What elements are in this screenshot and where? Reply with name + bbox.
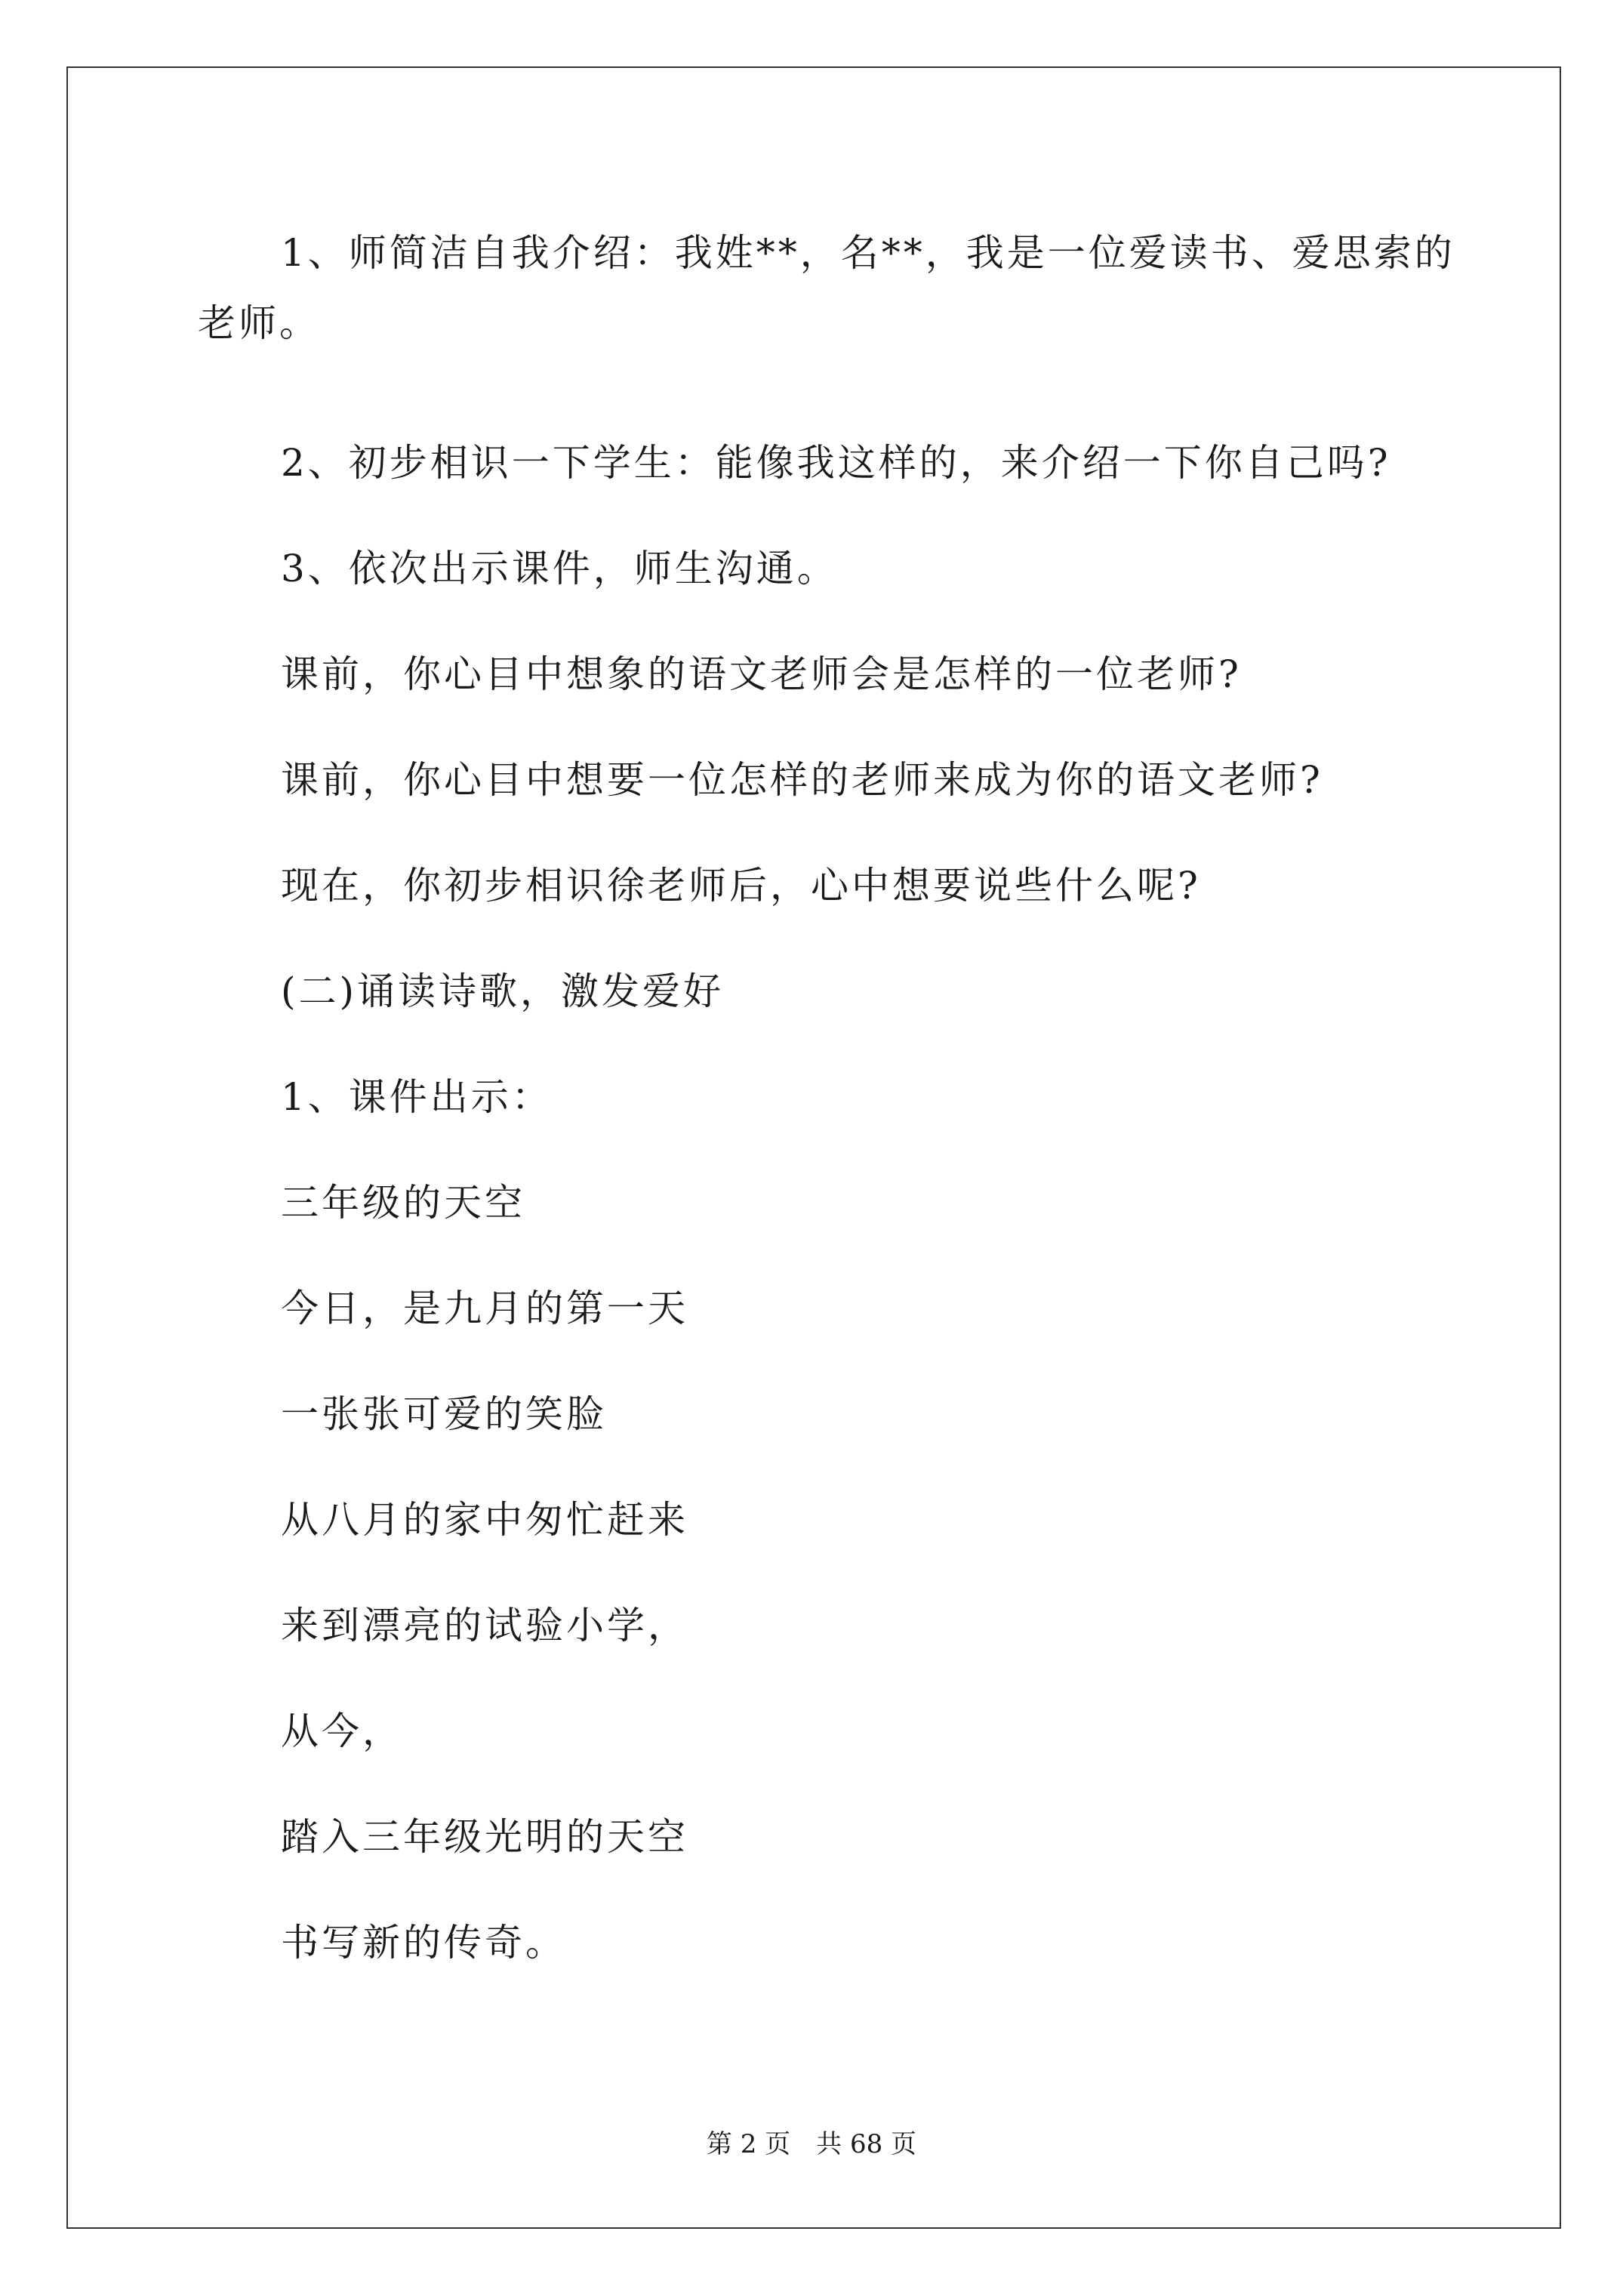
poem-line: 一张张可爱的笑脸 [281, 1392, 607, 1436]
paragraph-self-intro: 1、师简洁自我介绍：我姓**，名**，我是一位爱读书、爱思索的 [281, 231, 1455, 275]
poem-line: 书写新的传奇。 [281, 1921, 566, 1965]
paragraph-question-2: 课前，你心目中想要一位怎样的老师来成为你的语文老师? [281, 758, 1323, 802]
page-number-footer: 第 2 页 共 68 页 [706, 2129, 917, 2159]
paragraph-question-1: 课前，你心目中想象的语文老师会是怎样的一位老师? [281, 652, 1242, 696]
paragraph-self-intro-cont: 老师。 [198, 301, 320, 345]
paragraph-slide-shown: 1、课件出示： [281, 1075, 553, 1119]
poem-title: 三年级的天空 [281, 1181, 525, 1225]
poem-line: 从今， [281, 1709, 403, 1753]
paragraph-question-3: 现在，你初步相识徐老师后，心中想要说些什么呢? [281, 864, 1201, 908]
poem-line: 今日，是九月的第一天 [281, 1287, 688, 1330]
paragraph-show-slides: 3、依次出示课件，师生沟通。 [281, 547, 838, 590]
poem-line: 从八月的家中匆忙赶来 [281, 1498, 688, 1542]
paragraph-meet-students: 2、初步相识一下学生：能像我这样的，来介绍一下你自己吗? [281, 441, 1391, 485]
section-heading: (二)诵读诗歌，激发爱好 [281, 969, 725, 1013]
poem-line: 踏入三年级光明的天空 [281, 1815, 688, 1859]
poem-line: 来到漂亮的试验小学， [281, 1604, 688, 1647]
page-border [66, 66, 1561, 2229]
